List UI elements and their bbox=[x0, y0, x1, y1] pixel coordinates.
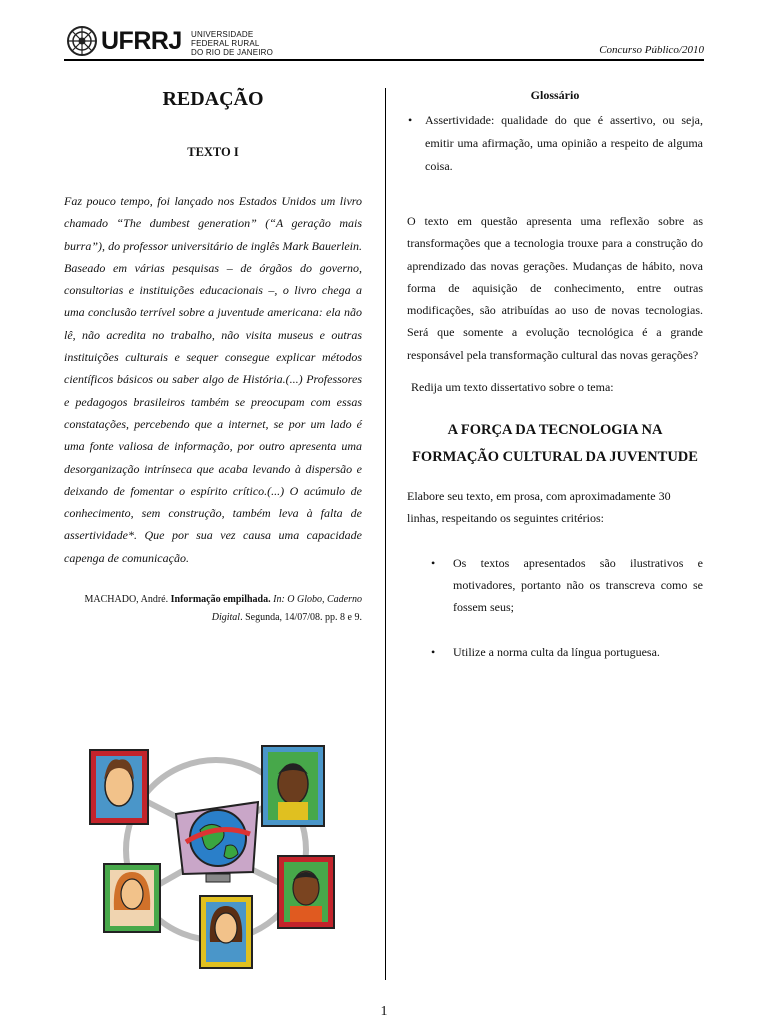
portrait-bottom-center bbox=[200, 896, 252, 968]
page-title: REDAÇÃO bbox=[162, 88, 264, 110]
instruction-elabore: Elabore seu texto, em prosa, com aproximadamente 30 linhas, respeitando os seguintes critérios: bbox=[407, 489, 671, 526]
header-rule bbox=[64, 59, 704, 61]
text-heading: TEXTO I bbox=[187, 145, 239, 159]
text-body: Faz pouco tempo, foi lançado nos Estados Unidos um livro chamado “The dumbest generation” (“A geração mais burra”), do professor universitário de inglês Mark Bauerlein. Baseado em várias pesquisas – de órgãos do governo, consultorias e instituições educacionais –, o livro chega a uma conclusão terrível sobre a juventude americana: ela não lê, não acredita no trabalho, não visita museus e outras instituições culturais e sequer consegue explicar métodos científicos básicos ou saber algo de História.(...) Professores e pedagogos brasileiros também se preocupam com essas constatações, percebendo que a internet, se por um lado é uma fonte valiosa de informação, por outro apresenta uma desorganização intrínseca que acaba levando à dispersão e deixando de fomentar o espírito crítico.(...) O acúmulo de conhecimento, sem construção, também leva à falta de assertividade*. Que por sua vez causa uma capacidade capenga de comunicação. bbox=[64, 194, 362, 565]
logo-subtitle-line-1: UNIVERSIDADE FEDERAL RURAL bbox=[191, 30, 260, 48]
portrait-top-left bbox=[90, 750, 148, 824]
instruction-prompt: Redija um texto dissertativo sobre o tema: bbox=[411, 380, 614, 395]
citation bbox=[64, 591, 362, 627]
portrait-bottom-right bbox=[278, 856, 334, 928]
bullet-icon: • bbox=[431, 644, 436, 659]
people-network-illustration bbox=[88, 742, 340, 972]
citation-details: . Segunda, 14/07/08. pp. 8 e 9. bbox=[240, 612, 362, 624]
exam-label: Concurso Público/2010 bbox=[599, 44, 704, 56]
citation-work: Informação empilhada. bbox=[170, 594, 271, 606]
ufrrj-logo bbox=[66, 22, 286, 60]
university-seal-icon bbox=[66, 24, 98, 58]
right-column bbox=[407, 86, 703, 663]
column-divider bbox=[385, 88, 386, 980]
intro-paragraph: O texto em questão apresenta uma reflexão sobre as transformações que a tecnologia trouxe para a construção do aprendizado das novas gerações. Mudanças de hábito, nova forma de aquisição de conhecimento, entre outras modificações, são atribuídas ao uso de novas tecnologias. Será que somente a evolução tecnológica é a grande responsável pela transformação cultural das novas gerações? bbox=[407, 214, 703, 362]
criterion-item bbox=[407, 641, 703, 663]
logo-subtitle-line-2: DO RIO DE JANEIRO bbox=[191, 48, 274, 57]
logo-acronym: UFRRJ bbox=[101, 27, 182, 55]
bullet-icon: • bbox=[431, 555, 436, 570]
glossary-title: Glossário bbox=[530, 88, 580, 102]
criterion-text: Utilize a norma culta da língua portuguesa. bbox=[453, 644, 660, 659]
glossary-item bbox=[407, 109, 703, 178]
essay-theme: A FORÇA DA TECNOLOGIA NA FORMAÇÃO CULTURAL DA JUVENTUDE bbox=[412, 422, 698, 466]
page-number: 1 bbox=[380, 1004, 388, 1019]
left-column bbox=[64, 86, 362, 627]
glossary-item-text: Assertividade: qualidade do que é assertivo, ou seja, emitir uma afirmação, uma opinião a respeito de alguma coisa. bbox=[425, 113, 703, 173]
bullet-icon: • bbox=[408, 113, 413, 127]
logo-subtitle bbox=[191, 30, 286, 57]
criterion-text: Os textos apresentados são ilustrativos e motivadores, portanto não os transcreva como se fossem seus; bbox=[453, 555, 703, 615]
citation-source: In: O Globo, Caderno Digital bbox=[211, 594, 362, 624]
globe-icon bbox=[176, 802, 258, 882]
portrait-top-right bbox=[262, 746, 324, 826]
citation-author: MACHADO, André. bbox=[84, 594, 169, 606]
portrait-bottom-left bbox=[104, 864, 160, 932]
criterion-item bbox=[407, 552, 703, 619]
